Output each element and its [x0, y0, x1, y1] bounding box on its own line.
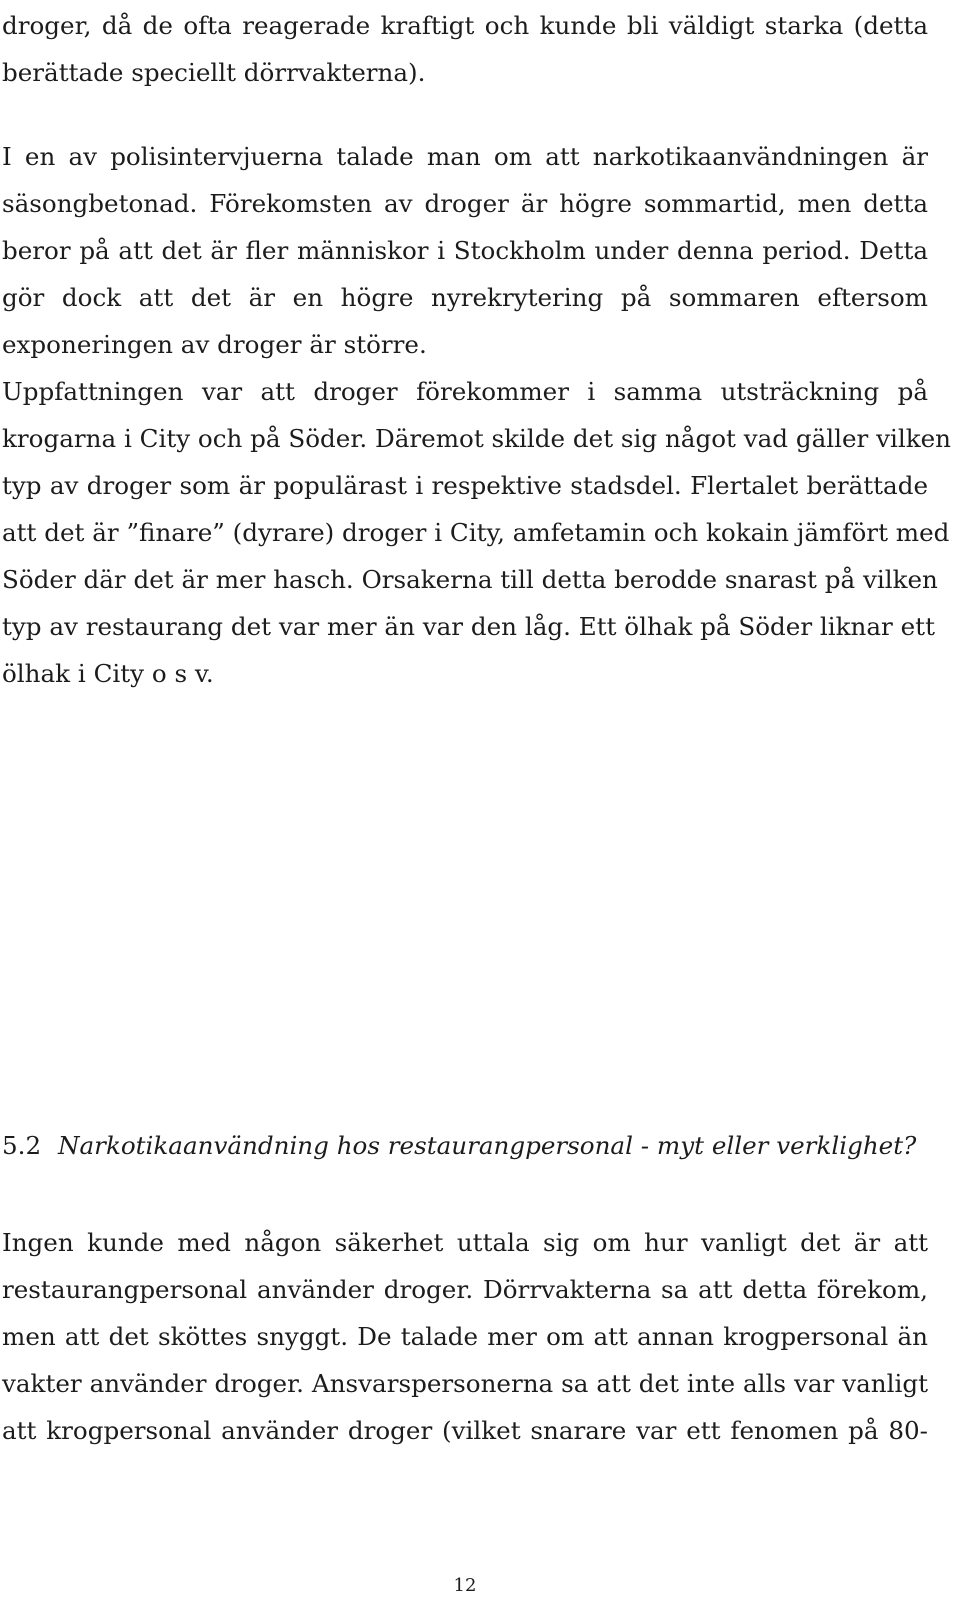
- paragraph-line: typ av droger som är populärast i respektive stadsdel. Flertalet berättade: [2, 471, 928, 500]
- paragraph-line: att det är ”finare” (dyrare) droger i City, amfetamin och kokain jämfört med: [2, 518, 950, 547]
- paragraph-line: typ av restaurang det var mer än var den låg. Ett ölhak på Söder liknar ett: [2, 612, 935, 641]
- paragraph-line: Ingen kunde med någon säkerhet uttala sig om hur vanligt det är att: [2, 1228, 928, 1257]
- paragraph-line: Uppfattningen var att droger förekommer i samma utsträckning på: [2, 377, 928, 406]
- page-number: 12: [453, 1575, 477, 1596]
- paragraph-line: gör dock att det är en högre nyrekrytering på sommaren eftersom: [2, 283, 928, 312]
- paragraph-line: säsongbetonad. Förekomsten av droger är högre sommartid, men detta: [2, 189, 928, 218]
- paragraph-line: ölhak i City o s v.: [2, 659, 214, 688]
- paragraph-line: krogarna i City och på Söder. Däremot skilde det sig något vad gäller vilken: [2, 424, 952, 453]
- paragraph-seasonal-use: [2, 133, 928, 368]
- paragraph-line: exponeringen av droger är större.: [2, 330, 427, 359]
- paragraph-city-soder: [2, 368, 952, 697]
- paragraph-line: restaurangpersonal använder droger. Dörrvakterna sa att detta förekom,: [2, 1275, 928, 1304]
- paragraph-line: men att det sköttes snyggt. De talade mer om att annan krogpersonal än: [2, 1322, 928, 1351]
- section-heading: [2, 1122, 928, 1169]
- paragraph-line: berättade speciellt dörrvakterna).: [2, 58, 426, 87]
- paragraph-line: Söder där det är mer hasch. Orsakerna till detta berodde snarast på vilken: [2, 565, 938, 594]
- paragraph-line: att krogpersonal använder droger (vilket snarare var ett fenomen på 80-: [2, 1416, 928, 1445]
- paragraph-drug-reactions: [2, 2, 928, 96]
- paragraph-line: I en av polisintervjuerna talade man om att narkotikaanvändningen är: [2, 142, 928, 171]
- section-title: Narkotikaanvändning hos restaurangpersonal - myt eller verklighet?: [58, 1131, 917, 1160]
- paragraph-line: droger, då de ofta reagerade kraftigt och kunde bli väldigt starka (detta: [2, 11, 928, 40]
- paragraph-line: vakter använder droger. Ansvarspersonerna sa att det inte alls var vanligt: [2, 1369, 928, 1398]
- section-number: 5.2: [2, 1131, 42, 1160]
- paragraph-line: beror på att det är fler människor i Stockholm under denna period. Detta: [2, 236, 928, 265]
- paragraph-staff-drug-use: [2, 1219, 928, 1454]
